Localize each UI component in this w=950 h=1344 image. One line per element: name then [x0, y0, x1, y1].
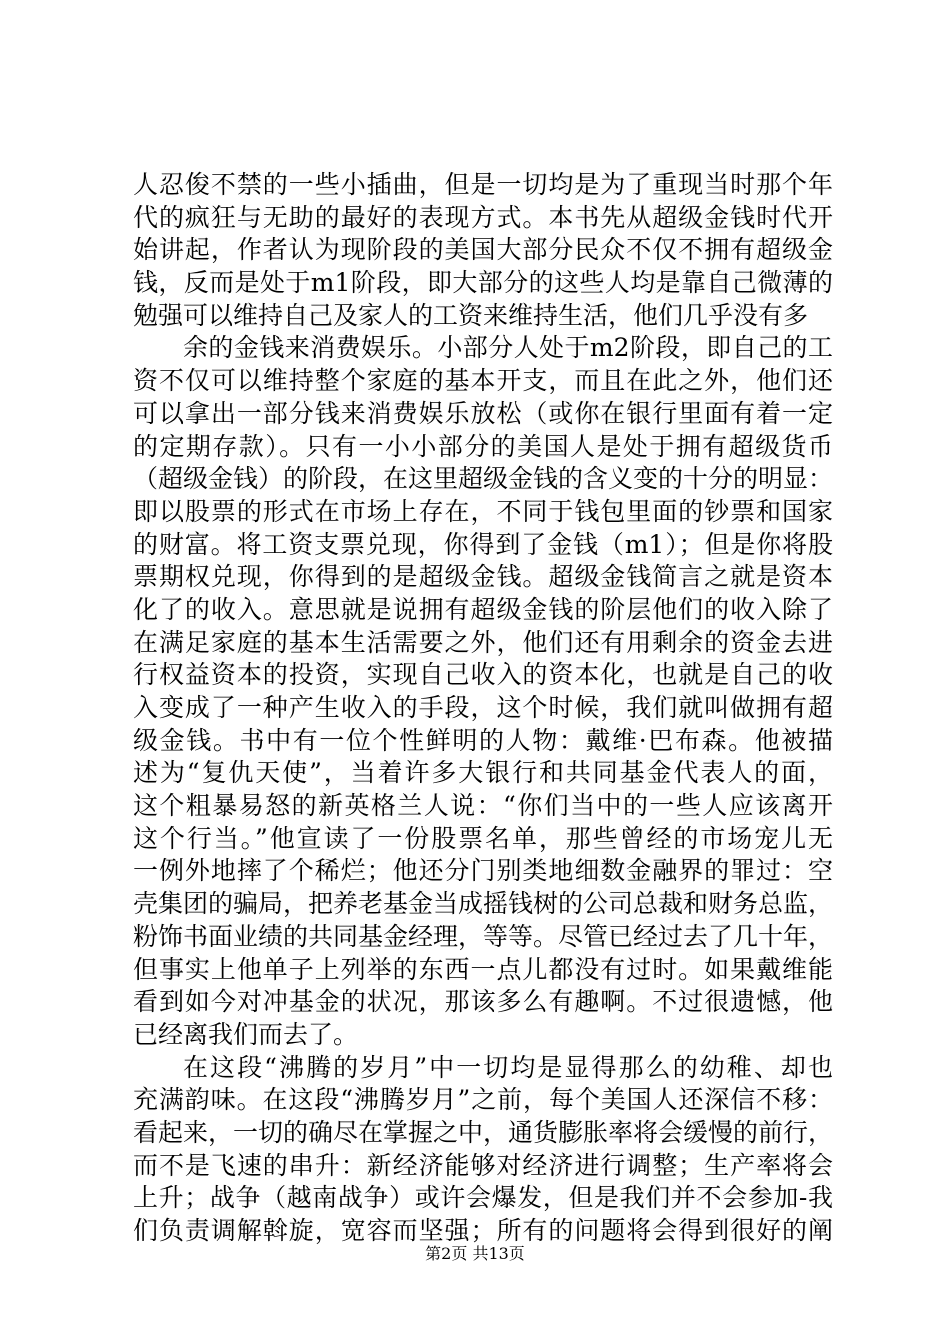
text-line: （超级金钱）的阶段，在这里超级金钱的含义变的十分的明显： — [133, 464, 833, 494]
text-line: 粉饰书面业绩的共同基金经理，等等。尽管已经过去了几十年， — [133, 921, 833, 951]
text-line: 人忍俊不禁的一些小插曲，但是一切均是为了重现当时那个年 — [133, 170, 833, 199]
text-line: 看到如今对冲基金的状况，那该多么有趣啊。不过很遗憾，他 — [133, 987, 833, 1017]
page-footer: 第2页 共13页 — [425, 1244, 525, 1263]
text-line: 的财富。将工资支票兑现，你得到了金钱（m1）；但是你将股 — [133, 529, 833, 559]
text-line: 上升；战争（越南战争）或许会爆发，但是我们并不会参加-我 — [133, 1183, 833, 1213]
text-line: 钱，反而是处于m1阶段，即大部分的这些人均是靠自己微薄的 — [133, 268, 833, 298]
text-line: 票期权兑现，你得到的是超级金钱。超级金钱简言之就是资本 — [133, 562, 833, 592]
text-line: 勉强可以维持自己及家人的工资来维持生活，他们几乎没有多 — [133, 300, 809, 330]
text-line: 行权益资本的投资，实现自己收入的资本化，也就是自己的收 — [133, 660, 833, 690]
text-line: 资不仅可以维持整个家庭的基本开支，而且在此之外，他们还 — [133, 366, 833, 396]
text-line: 即以股票的形式在市场上存在，不同于钱包里面的钞票和国家 — [133, 496, 833, 526]
text-line: 级金钱。书中有一位个性鲜明的人物：戴维·巴布森。他被描 — [133, 725, 833, 755]
text-line: 已经离我们而去了。 — [133, 1019, 359, 1049]
text-line: 充满韵味。在这段“沸腾岁月”之前，每个美国人还深信不移： — [133, 1085, 833, 1115]
text-line: 代的疯狂与无助的最好的表现方式。本书先从超级金钱时代开 — [133, 202, 833, 232]
text-line: 入变成了一种产生收入的手段，这个时候，我们就叫做拥有超 — [133, 693, 833, 722]
text-line: 一例外地摔了个稀烂；他还分门别类地细数金融界的罪过：空 — [133, 856, 833, 886]
text-line: 而不是飞速的串升：新经济能够对经济进行调整；生产率将会 — [133, 1150, 833, 1180]
body-text — [133, 169, 833, 1248]
text-line: 在满足家庭的基本生活需要之外，他们还有用剩余的资金去进 — [133, 627, 833, 657]
text-line: 这个行当。”他宣读了一份股票名单，那些曾经的市场宠儿无 — [133, 823, 833, 853]
text-line: 在这段“沸腾的岁月”中一切均是显得那么的幼稚、却也 — [183, 1052, 833, 1082]
text-line: 可以拿出一部分钱来消费娱乐放松（或你在银行里面有着一定 — [133, 398, 833, 428]
text-line: 的定期存款）。只有一小小部分的美国人是处于拥有超级货币 — [133, 431, 833, 461]
text-line: 们负责调解斡旋，宽容而坚强；所有的问题将会得到很好的阐 — [133, 1216, 833, 1245]
text-line: 化了的收入。意思就是说拥有超级金钱的阶层他们的收入除了 — [133, 594, 833, 624]
text-line: 但事实上他单子上列举的东西一点儿都没有过时。如果戴维能 — [133, 954, 833, 984]
text-line: 这个粗暴易怒的新英格兰人说：“你们当中的一些人应该离开 — [133, 791, 833, 821]
text-line: 看起来，一切的确尽在掌握之中，通货膨胀率将会缓慢的前行， — [133, 1117, 833, 1147]
text-line: 余的金钱来消费娱乐。小部分人处于m2阶段，即自己的工 — [183, 333, 833, 363]
text-line: 壳集团的骗局，把养老基金当成摇钱树的公司总裁和财务总监， — [133, 889, 833, 919]
text-line: 始讲起，作者认为现阶段的美国大部分民众不仅不拥有超级金 — [133, 235, 833, 265]
text-line: 述为“复仇天使”，当着许多大银行和共同基金代表人的面， — [133, 758, 833, 788]
